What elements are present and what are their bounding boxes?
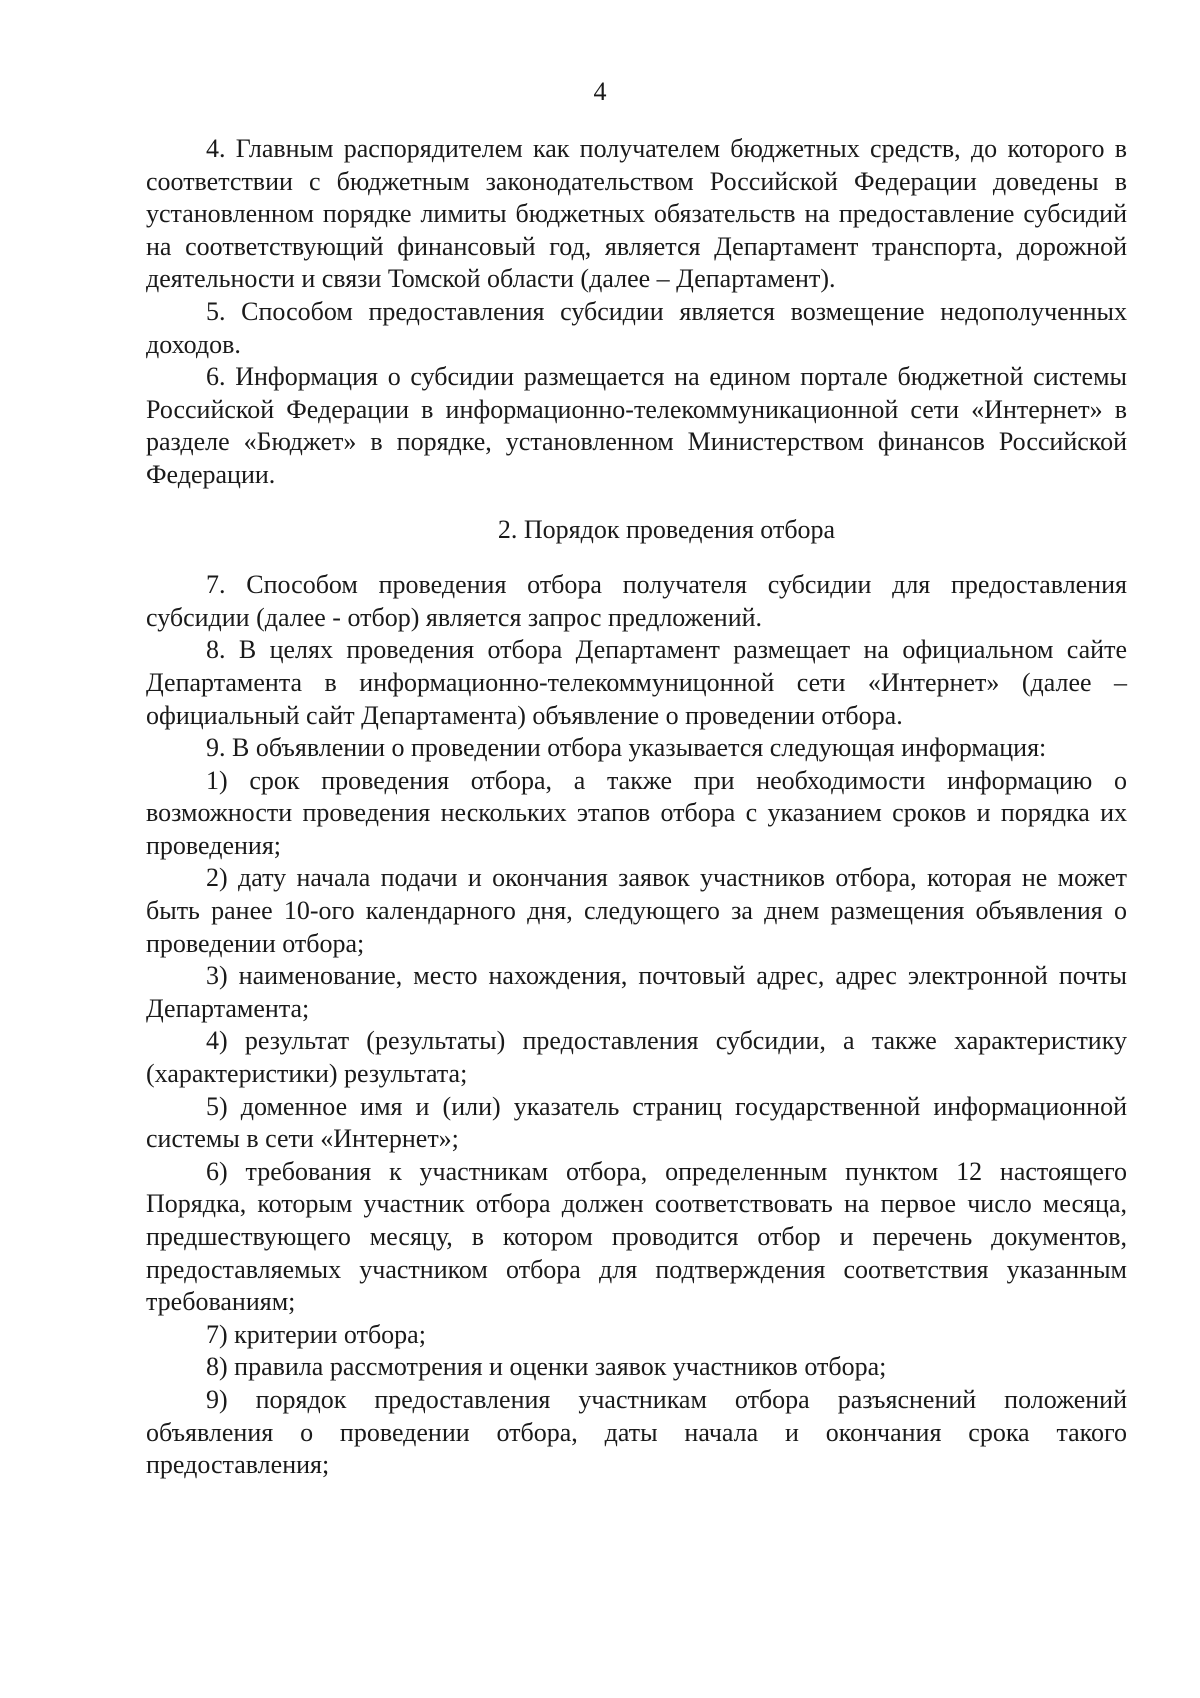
list-item-2: 2) дату начала подачи и окончания заявок участников отбора, которая не может быть ранее 10-ого календарного дня, следующего за днем размещения объявления о проведении отбора; xyxy=(146,863,1127,958)
paragraph-8: 8. В целях проведения отбора Департамент размещает на официальном сайте Департамента в информационно-телекоммуницонной сети «Интернет» (далее – официальный сайт Департамента) объявление о проведении отбора. xyxy=(146,635,1127,730)
document-body xyxy=(146,133,1127,1482)
list-item-7: 7) критерии отбора; xyxy=(206,1319,426,1349)
list-item-6: 6) требования к участникам отбора, определенным пунктом 12 настоящего Порядка, которым участник отбора должен соответствовать на первое число месяца, предшествующего месяцу, в котором проводится отбор и перечень документов, предоставляемых участником отбора для подтверждения соответствия указанным требованиям; xyxy=(146,1156,1127,1317)
list-item-1: 1) срок проведения отбора, а также при необходимости информацию о возможности проведения нескольких этапов отбора с указанием сроков и порядка их проведения; xyxy=(146,765,1127,860)
paragraph-5: 5. Способом предоставления субсидии является возмещение недополученных доходов. xyxy=(146,296,1127,359)
list-item-8: 8) правила рассмотрения и оценки заявок участников отбора; xyxy=(206,1352,887,1382)
paragraph-7: 7. Способом проведения отбора получателя субсидии для предоставления субсидии (далее - отбор) является запрос предложений. xyxy=(146,570,1127,632)
list-item-4: 4) результат (результаты) предоставления субсидии, а также характеристику (характеристики) результата; xyxy=(146,1026,1127,1089)
section-heading: 2. Порядок проведения отбора xyxy=(497,514,836,544)
paragraph-6: 6. Информация о субсидии размещается на едином портале бюджетной системы Российской Федерации в информационно-телекоммуникационной сети «Интернет» в разделе «Бюджет» в порядке, установленном Министерством финансов Российской Федерации. xyxy=(146,362,1127,489)
list-item-3: 3) наименование, место нахождения, почтовый адрес, адрес электронной почты Департамента; xyxy=(146,961,1127,1023)
page-number: 4 xyxy=(593,77,607,106)
list-item-5: 5) доменное имя и (или) указатель страниц государственной информационной системы в сети «Интернет»; xyxy=(146,1091,1127,1154)
paragraph-9: 9. В объявлении о проведении отбора указывается следующая информация: xyxy=(206,733,1047,763)
paragraph-4: 4. Главным распорядителем как получателем бюджетных средств, до которого в соответствии с бюджетным законодательством Российской Федерации доведены в установленном порядке лимиты бюджетных обязательств на предоставление субсидий на соответствующий финансовый год, является Департамент транспорта, дорожной деятельности и связи Томской области (далее – Департамент). xyxy=(146,134,1127,294)
list-item-9: 9) порядок предоставления участникам отбора разъяснений положений объявления о проведении отбора, даты начала и окончания срока такого предоставления; xyxy=(146,1384,1127,1480)
